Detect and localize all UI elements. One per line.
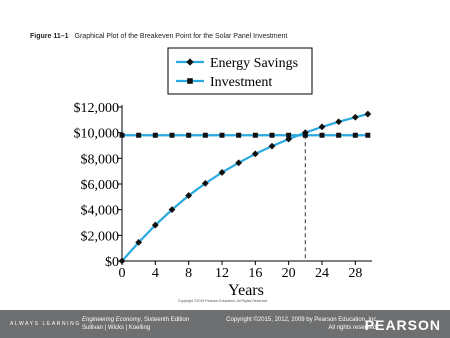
investment-point bbox=[270, 133, 275, 138]
energy-savings-point bbox=[352, 114, 359, 121]
legend-marker-square bbox=[187, 78, 193, 84]
chart-copyright: Copyright ©2015 Pearson Education, All Rights Reserved bbox=[178, 299, 268, 303]
energy-savings-point bbox=[364, 111, 371, 118]
footer-book-info bbox=[82, 316, 189, 332]
investment-point bbox=[203, 133, 208, 138]
energy-savings-point bbox=[319, 123, 326, 130]
investment-point bbox=[303, 133, 308, 138]
legend-label: Energy Savings bbox=[210, 56, 299, 71]
legend-label: Investment bbox=[210, 75, 273, 90]
investment-point bbox=[170, 133, 175, 138]
footer-bar bbox=[0, 310, 450, 338]
y-tick-label: $2,000 bbox=[80, 229, 119, 245]
x-tick-label: 12 bbox=[215, 266, 229, 281]
x-tick-label: 8 bbox=[185, 266, 193, 281]
y-tick-label: $4,000 bbox=[80, 203, 119, 219]
investment-point bbox=[336, 133, 341, 138]
investment-point bbox=[120, 133, 125, 138]
figure-number: Figure 11–1 bbox=[30, 33, 69, 40]
energy-savings-point bbox=[269, 143, 276, 150]
footer-tagline: ALWAYS LEARNING bbox=[10, 321, 81, 327]
footer-copyright bbox=[226, 316, 378, 332]
y-tick-label: $0 bbox=[105, 255, 119, 270]
y-tick-label: $12,000 bbox=[73, 101, 119, 116]
x-tick-label: 28 bbox=[348, 266, 363, 281]
investment-point bbox=[365, 133, 370, 138]
footer-copyright-line2: All rights reserved. bbox=[328, 325, 378, 331]
x-tick-label: 4 bbox=[151, 266, 159, 281]
investment-point bbox=[253, 133, 258, 138]
footer-book-edition: , Sixteenth Edition bbox=[140, 317, 190, 323]
x-axis-title: Years bbox=[228, 282, 264, 299]
y-tick-label: $6,000 bbox=[80, 178, 119, 193]
investment-point bbox=[153, 133, 158, 138]
investment-point bbox=[320, 133, 325, 138]
footer-copyright-line1: Copyright ©2015, 2012, 2009 by Pearson Education, Inc. bbox=[226, 317, 378, 323]
figure-title: Graphical Plot of the Breakeven Point for the Solar Panel Investment bbox=[74, 33, 288, 40]
y-tick-label: $10,000 bbox=[73, 126, 119, 142]
footer-authors: Sullivan | Wicks | Koelling bbox=[82, 325, 151, 331]
x-tick-label: 20 bbox=[281, 266, 296, 281]
investment-point bbox=[136, 133, 141, 138]
footer-book-title: Engineering Economy bbox=[82, 317, 141, 323]
x-tick-label: 16 bbox=[248, 266, 263, 281]
investment-point bbox=[236, 133, 241, 138]
x-tick-label: 0 bbox=[118, 266, 126, 281]
investment-point bbox=[186, 133, 191, 138]
energy-savings-point bbox=[335, 118, 342, 125]
investment-point bbox=[220, 133, 225, 138]
pearson-logo: PEARSON bbox=[364, 317, 441, 333]
investment-point bbox=[286, 133, 291, 138]
x-tick-label: 24 bbox=[315, 266, 329, 281]
y-tick-label: $8,000 bbox=[80, 152, 119, 168]
investment-point bbox=[353, 133, 358, 138]
